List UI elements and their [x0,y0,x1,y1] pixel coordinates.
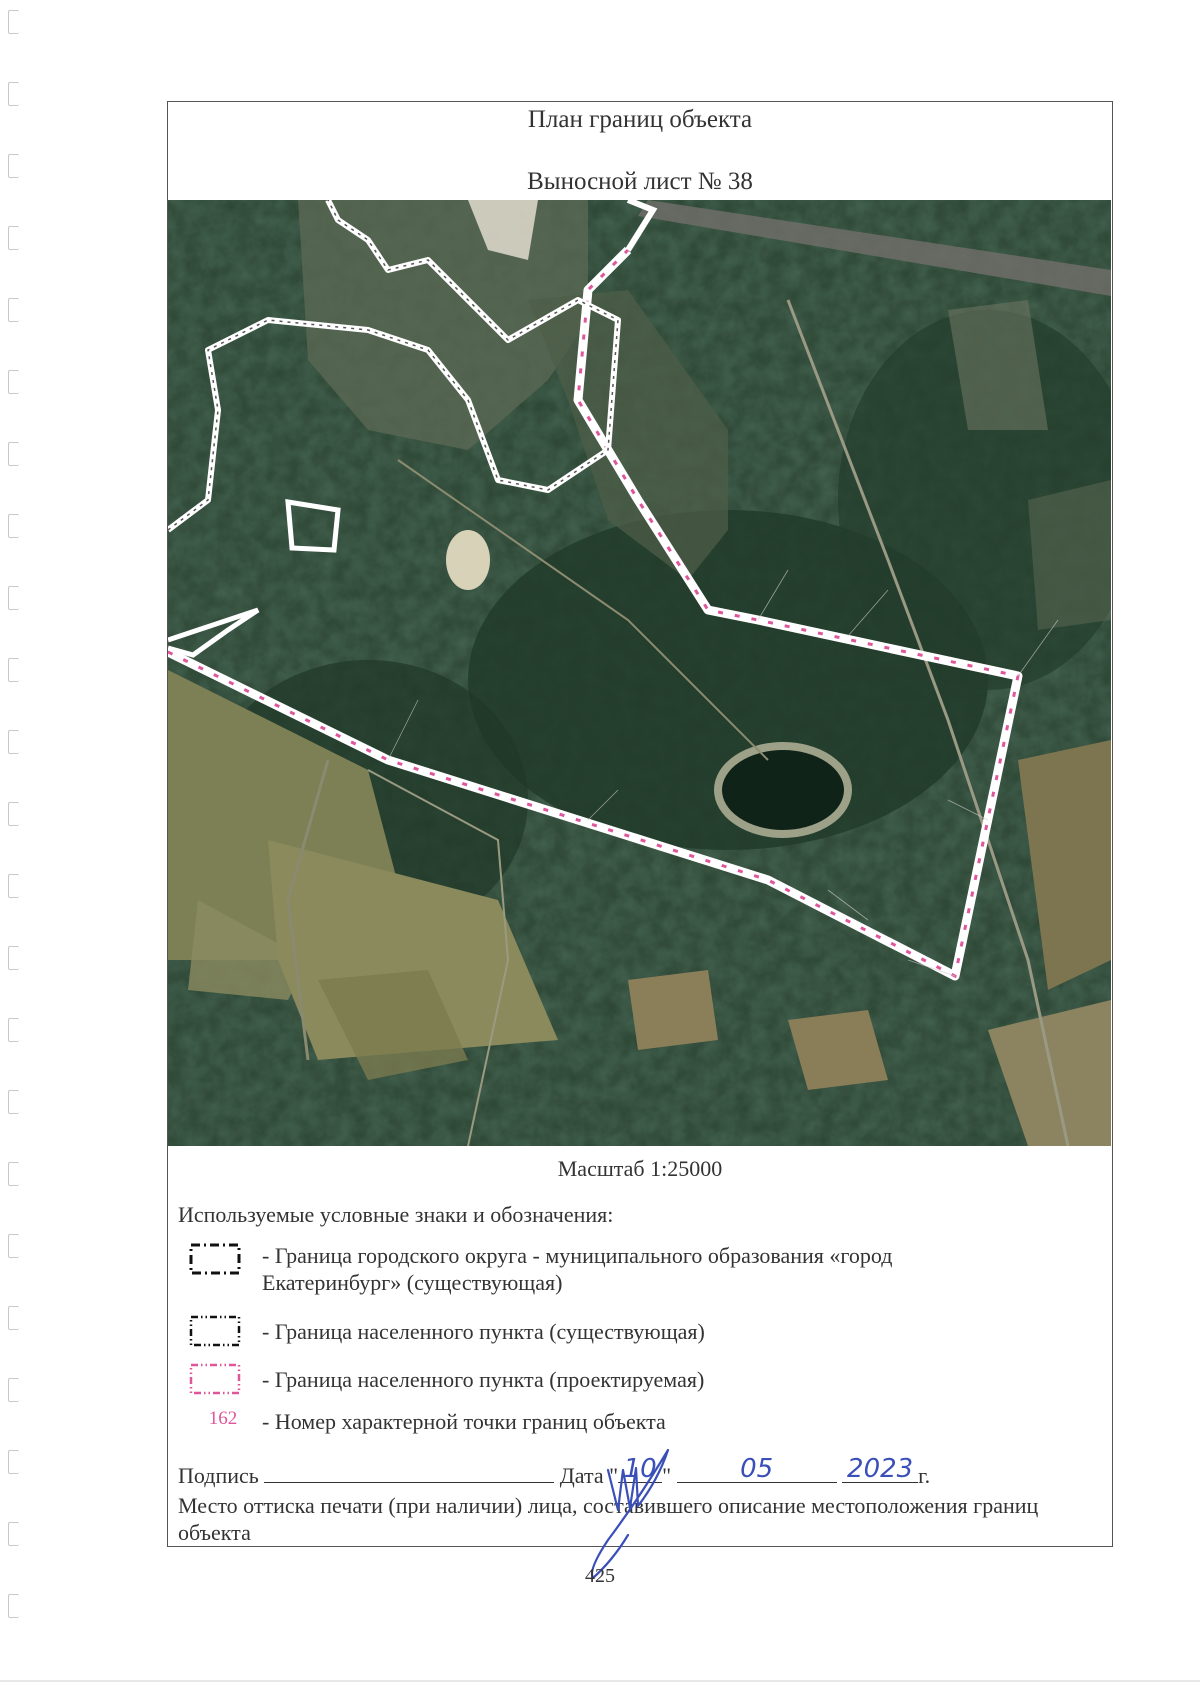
date-label: Дата [559,1463,604,1488]
scan-edge [0,1680,1200,1682]
map-canvas [168,200,1111,1146]
legend-text: - Граница городского округа - муниципального образования «город Екатеринбург» (существующая) [262,1243,893,1295]
point-number-sample: 162 [208,1408,238,1429]
handwritten-signature [568,1440,688,1580]
legend-item-projected-settlement [178,1362,1098,1402]
dotted-border-icon [188,1314,242,1348]
year-suffix: г. [918,1463,931,1488]
binding-holes [6,10,28,1670]
document-title: План границ объекта [527,106,753,133]
page-number: 425 [585,1565,615,1587]
sign-label: Подпись [178,1463,259,1488]
signature-row: Подпись Дата " 10 " 05 2023 г. [178,1454,931,1488]
date-year-value: 2023 [847,1454,914,1484]
date-month-value: 05 [740,1454,774,1484]
dash-dot-border-icon [188,1242,242,1276]
legend-item-existing-settlement [178,1314,1098,1354]
legend-text: - Граница населенного пункта (проектируемая) [262,1367,705,1392]
magenta-dotted-border-icon [188,1362,242,1396]
date-month-field[interactable] [677,1454,837,1484]
sheet-frame [167,101,1113,1547]
stamp-place-text: Место оттиска печати (при наличии) лица, составившего описание местоположения границ объекта [178,1493,1039,1545]
date-day-value: 10 [623,1454,657,1484]
date-year-field[interactable] [842,1454,918,1484]
map-scale: Масштаб 1:25000 [557,1156,723,1181]
satellite-map[interactable] [168,200,1111,1146]
signature-line[interactable] [264,1460,554,1483]
legend-item-point-number [178,1408,1098,1442]
legend-item-city-boundary [178,1242,1098,1302]
legend-heading: Используемые условные знаки и обозначения: [178,1202,614,1227]
legend-text: - Граница населенного пункта (существующая) [262,1319,705,1344]
sheet-number: Выносной лист № 38 [527,168,753,195]
legend-text: - Номер характерной точки границ объекта [262,1409,666,1434]
